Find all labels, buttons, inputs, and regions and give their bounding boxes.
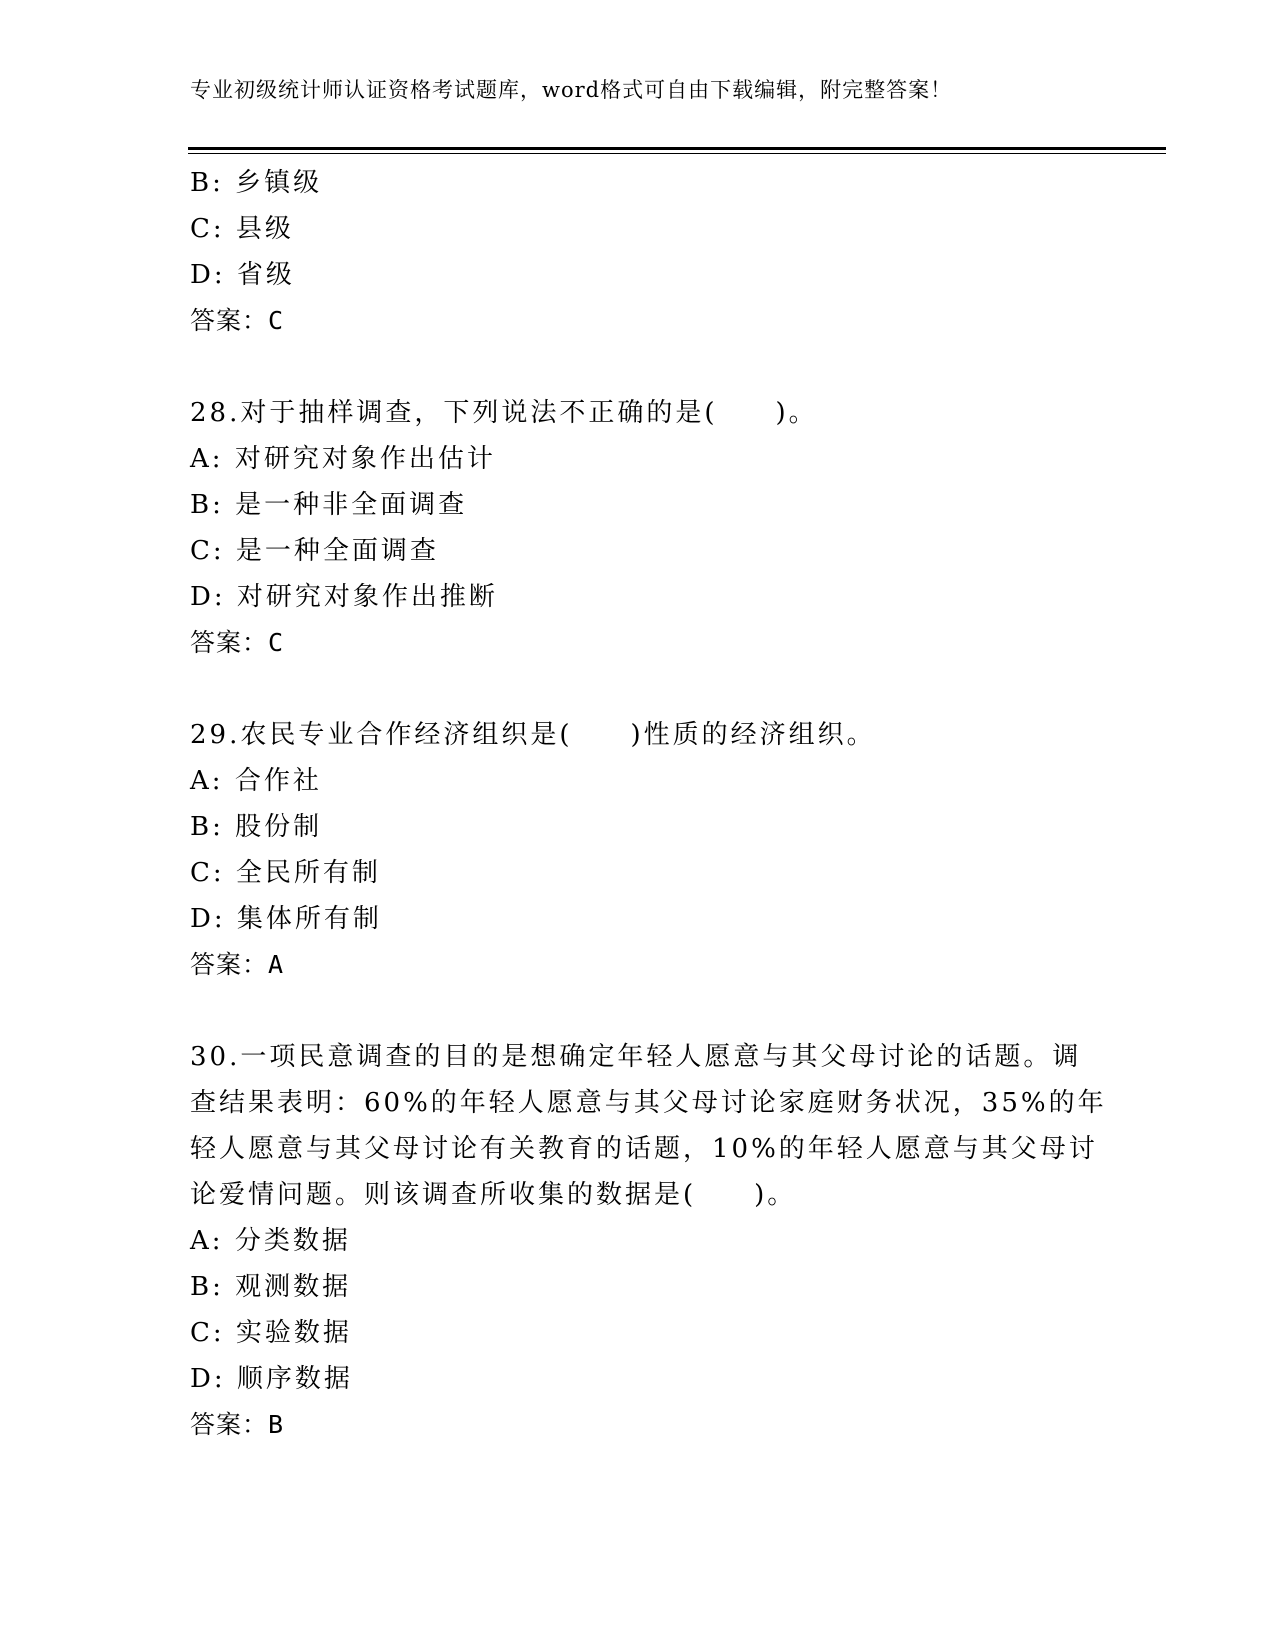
option-c: C: 县级 xyxy=(190,214,294,244)
question-stem: 28.对于抽样调查，下列说法不正确的是( )。 xyxy=(190,398,818,428)
spacer xyxy=(190,344,1090,390)
answer: 答案：C xyxy=(190,306,285,335)
page-header: 专业初级统计师认证资格考试题库，word格式可自由下载编辑，附完整答案！ xyxy=(190,78,953,102)
prev-question-options xyxy=(190,160,1090,344)
option-a: A: 对研究对象作出估计 xyxy=(190,444,496,474)
question-list xyxy=(190,160,1107,1448)
spacer xyxy=(190,988,1090,1034)
question-stem: 29.农民专业合作经济组织是( )性质的经济组织。 xyxy=(190,720,876,750)
option-c: C: 全民所有制 xyxy=(190,858,381,888)
option-d: D: 省级 xyxy=(190,260,295,290)
question-stem: 30.一项民意调查的目的是想确定年轻人愿意与其父母讨论的话题。调 查结果表明：60%的年轻人愿意与其父母讨论家庭财务状况，35%的年 轻人愿意与其父母讨论有关教育的话题，10%的年轻人愿意与其父母讨 论爱情问题。则该调查所收集的数据是( )。 xyxy=(190,1042,1107,1210)
header-divider xyxy=(188,147,1166,154)
question-29 xyxy=(190,712,1090,988)
answer: 答案：B xyxy=(190,1410,285,1439)
option-d: D: 集体所有制 xyxy=(190,904,382,934)
question-30 xyxy=(190,1034,1107,1448)
option-c: C: 实验数据 xyxy=(190,1318,352,1348)
option-b: B: 股份制 xyxy=(190,812,323,842)
option-b: B: 观测数据 xyxy=(190,1272,352,1302)
option-b: B: 是一种非全面调查 xyxy=(190,490,468,520)
answer: 答案：A xyxy=(190,950,285,979)
option-a: A: 合作社 xyxy=(190,766,322,796)
answer: 答案：C xyxy=(190,628,285,657)
question-28 xyxy=(190,390,1090,666)
option-b: B: 乡镇级 xyxy=(190,168,323,198)
option-d: D: 对研究对象作出推断 xyxy=(190,582,498,612)
option-d: D: 顺序数据 xyxy=(190,1364,353,1394)
spacer xyxy=(190,666,1090,712)
option-c: C: 是一种全面调查 xyxy=(190,536,439,566)
option-a: A: 分类数据 xyxy=(190,1226,351,1256)
